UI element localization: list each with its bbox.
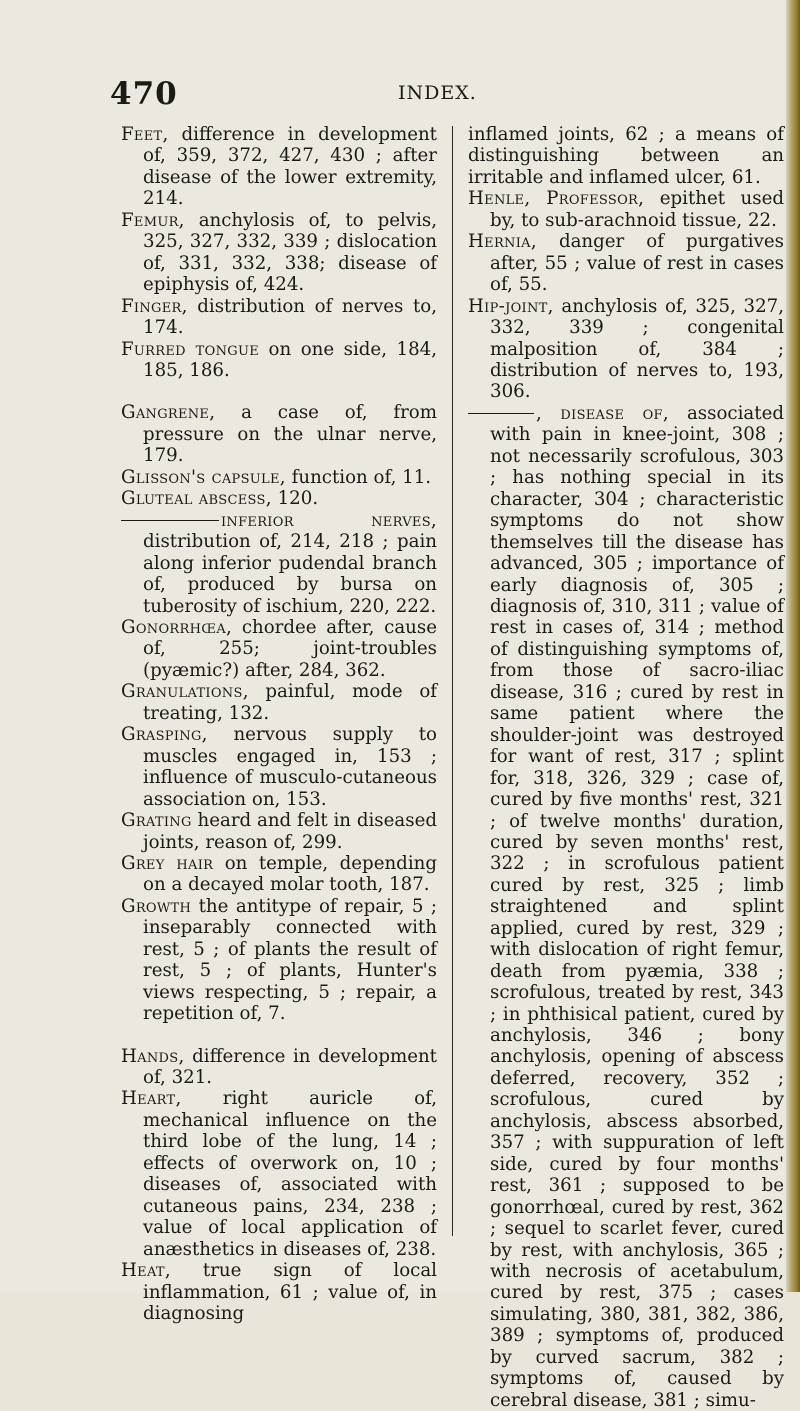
index-entry: Femur, anchylosis of, to pelvis, 325, 327, 332, 339 ; dislocation of, 331, 332, 338; disease of epiphysis of, 424. [121, 209, 437, 296]
index-entry: Growth the antitype of repair, 5 ; inseparably connected with rest, 5 ; of plants the result of rest, 5 ; of plants, Hunter's views respecting, 5 ; repair, a repetition of, 7. [121, 895, 437, 1025]
index-entry: Gangrene, a case of, from pressure on the ulnar nerve, 179. [121, 402, 437, 467]
index-continuation: inflamed joints, 62 ; a means of distinguishing between an irritable and inflamed ulcer, 61. [468, 124, 784, 188]
index-entry: Hernia, danger of purgatives after, 55 ; value of rest in cases of, 55. [468, 231, 784, 296]
index-entry: Gonorrhœa, chordee after, cause of, 255; joint-troubles (pyæmic?) after, 284, 362. [121, 616, 437, 681]
right-column [468, 124, 784, 1411]
index-entry: Hands, difference in development of, 321. [121, 1045, 437, 1089]
page-edge [786, 0, 800, 1292]
page-number: 470 [110, 76, 178, 112]
index-entry: Furred tongue on one side, 184, 185, 186. [121, 338, 437, 381]
index-entry: Heart, right auricle of, mechanical influence on the third lobe of the lung, 14 ; effects of overwork on, 10 ; diseases of, associated with cutaneous pains, 234, 238 ; value of local application of anæsthetics in diseases of, 238. [121, 1088, 437, 1260]
index-entry: Gluteal abscess, 120. [121, 488, 319, 510]
left-column [121, 124, 437, 1324]
index-entry: Grey hair on temple, depending on a decayed molar tooth, 187. [121, 852, 437, 896]
index-entry: Granulations, painful, mode of treating, 132. [121, 681, 437, 724]
index-entry: Henle, Professor, epithet used by, to sub-arachnoid tissue, 22. [468, 188, 784, 231]
index-entry: Hip-joint, anchylosis of, 325, 327, 332, 339 ; congenital malposition of, 384 ; distribution of nerves to, 193, 306. [468, 295, 784, 403]
page-header [0, 76, 786, 116]
index-subentry: , disease of, associated with pain in knee-joint, 308 ; not necessarily scrofulous, 303 ; has nothing special in its character, 304 ; characteristic symptoms do not show themselves till the disease has advanced, 305 ; importance of early diagnosis of, 305 ; diagnosis of, 310, 311 ; value of rest in cases of, 314 ; method of distinguishing symptoms of, from those of sacro-iliac disease, 316 ; cured by rest in same patient where the shoulder-joint was destroyed for want of rest, 317 ; splint for, 318, 326, 329 ; case of, cured by five months' rest, 321 ; of twelve months' duration, cured by seven months' rest, 322 ; in scrofulous patient cured by rest, 325 ; limb straightened and splint applied, cured by rest, 329 ; with dislocation of right femur, death from pyæmia, 338 ; scrofulous, treated by rest, 343 ; in phthisical patient, cured by anchylosis, 346 ; bony anchylosis, opening of abscess deferred, recovery, 352 ; scrofulous, cured by anchylosis, abscess absorbed, 357 ; with suppuration of left side, cured by four months' rest, 361 ; supposed to be gonorrhœal, cured by rest, 362 ; sequel to scarlet fever, cured by rest, with anchylosis, 365 ; with necrosis of acetabulum, cured by rest, 375 ; cases simulating, 380, 381, 382, 386, 389 ; symptoms of, produced by curved sacrum, 382 ; symptoms of, caused by cerebral disease, 381 ; simu- [468, 403, 784, 1411]
index-entry: Feet, difference in development of, 359, 372, 427, 430 ; after disease of the lower extremity, 214. [121, 124, 437, 210]
ditto-rule [468, 413, 534, 414]
index-entry: Grasping, nervous supply to muscles engaged in, 153 ; influence of musculo-cutaneous association on, 153. [121, 724, 437, 810]
index-entry: Grating heard and felt in diseased joints, reason of, 299. [121, 810, 437, 853]
index-entry: Glisson's capsule, function of, 11. [121, 466, 432, 488]
column-divider [452, 126, 453, 1236]
index-entry: Heat, true sign of local inflammation, 61 ; value of, in diagnosing [121, 1260, 437, 1325]
index-subentry: inferior nerves, distribution of, 214, 218 ; pain along inferior pudendal branch of, produced by bursa on tuberosity of ischium, 220, 222. [121, 510, 437, 617]
index-entry: Finger, distribution of nerves to, 174. [121, 295, 437, 339]
running-head: INDEX. [398, 82, 477, 104]
ditto-rule [121, 520, 219, 521]
